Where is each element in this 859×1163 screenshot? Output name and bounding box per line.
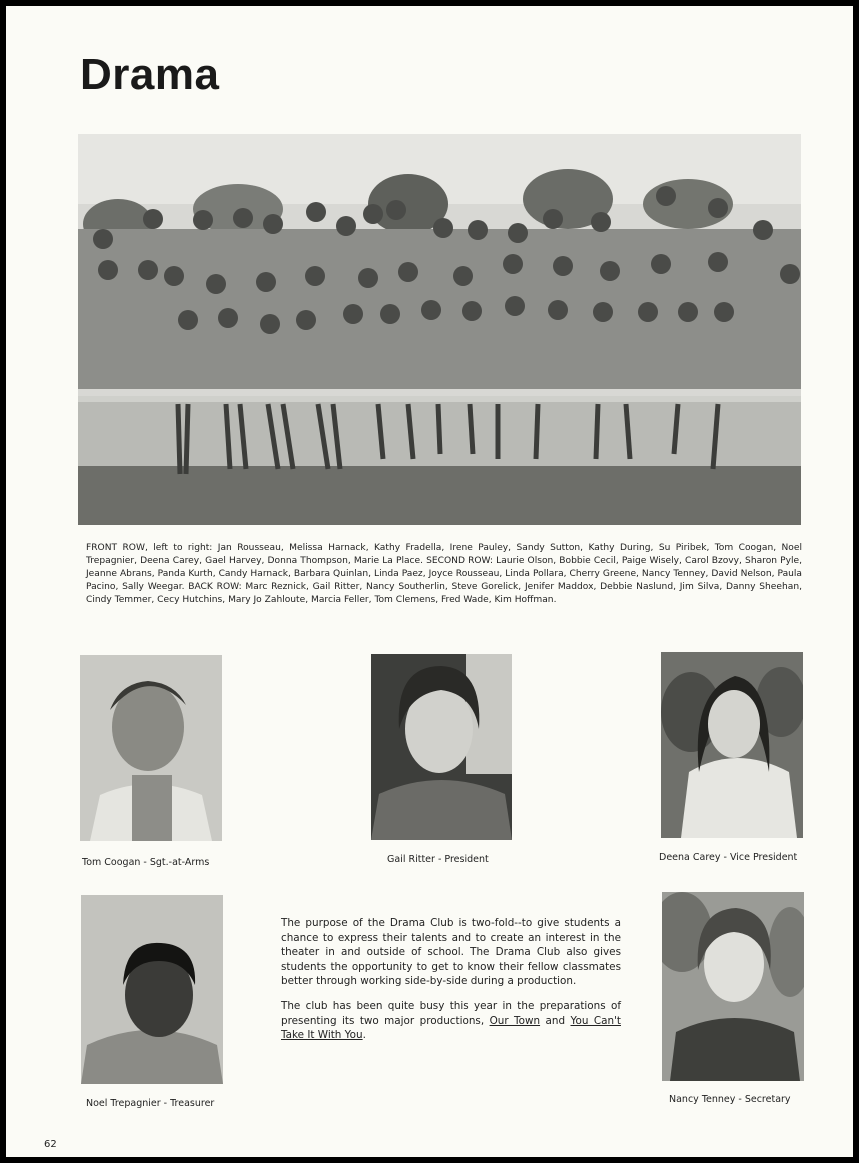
group-photo-image [78,134,801,525]
portrait-gail-ritter [371,654,512,840]
page-title: Drama [80,50,220,99]
portrait-tom-coogan-image [80,655,222,841]
portrait-nancy-tenney-image [662,892,804,1081]
portrait-nancy-tenney [662,892,804,1081]
portrait-deena-carey [661,652,803,838]
portrait-noel-trepagnier-image [81,895,223,1084]
production-you-cant-take-it-with-you: You Can't Take It With You [281,1014,621,1042]
drama-club-description [281,916,621,1053]
paragraph-2-end: . [362,1029,366,1042]
yearbook-page [6,6,853,1157]
production-our-town: Our Town [489,1014,541,1027]
paragraph-2-connector: and [540,1014,571,1027]
portrait-gail-ritter-caption: Gail Ritter - President [387,854,489,865]
page-number: 62 [44,1139,57,1150]
description-paragraph-2 [281,999,621,1043]
portrait-nancy-tenney-caption: Nancy Tenney - Secretary [669,1094,791,1105]
group-photo-caption-text: FRONT ROW, left to right: Jan Rousseau, Melissa Harnack, Kathy Fradella, Irene Pauley, Sandy Sutton, Kathy During, Su Piribek, Tom Coogan, Noel Trepagnier, Deena Carey, Gael Harvey, Donna Thompson, Marie La Place. SECOND ROW: Laurie Olson, Bobbie Cecil, Paige Wisely, Carol Bzovy, Sharon Pyle, Jeanne Abrans, Panda Kurth, Candy Harnack, Barbara Quinlan, Linda Paez, Joyce Rousseau, Linda Pollara, Cherry Greene, Nancy Tenney, David Nelson, Paula Pacino, Sally Weegar. BACK ROW: Marc Reznick, Gail Ritter, Nancy Southerlin, Steve Gorelick, Jenifer Maddox, Debbie Naslund, Jim Silva, Danny Sheehan, Cindy Temmer, Cecy Hutchins, Mary Jo Zahloute, Marcia Feller, Tom Clemens, Fred Wade, Kim Hoffman. [86,543,802,606]
group-photo-caption [86,542,802,607]
group-photo [78,134,801,525]
portrait-tom-coogan [80,655,222,841]
description-paragraph-1: The purpose of the Drama Club is two-fold--to give students a chance to express their talents and to create an interest in the theater in and outside of school. The Drama Club also gives students the opportunity to get to know their fellow classmates better through working side-by-side during a production. [281,917,621,988]
portrait-noel-trepagnier [81,895,223,1084]
portrait-deena-carey-caption: Deena Carey - Vice President [659,852,798,863]
paragraph-2-text: The club has been quite busy this year in the preparations of presenting its two major productions, [281,999,621,1027]
portrait-noel-trepagnier-caption: Noel Trepagnier - Treasurer [86,1098,215,1109]
portrait-tom-coogan-caption: Tom Coogan - Sgt.-at-Arms [82,857,210,868]
portrait-gail-ritter-image [371,654,512,840]
portrait-deena-carey-image [661,652,803,838]
